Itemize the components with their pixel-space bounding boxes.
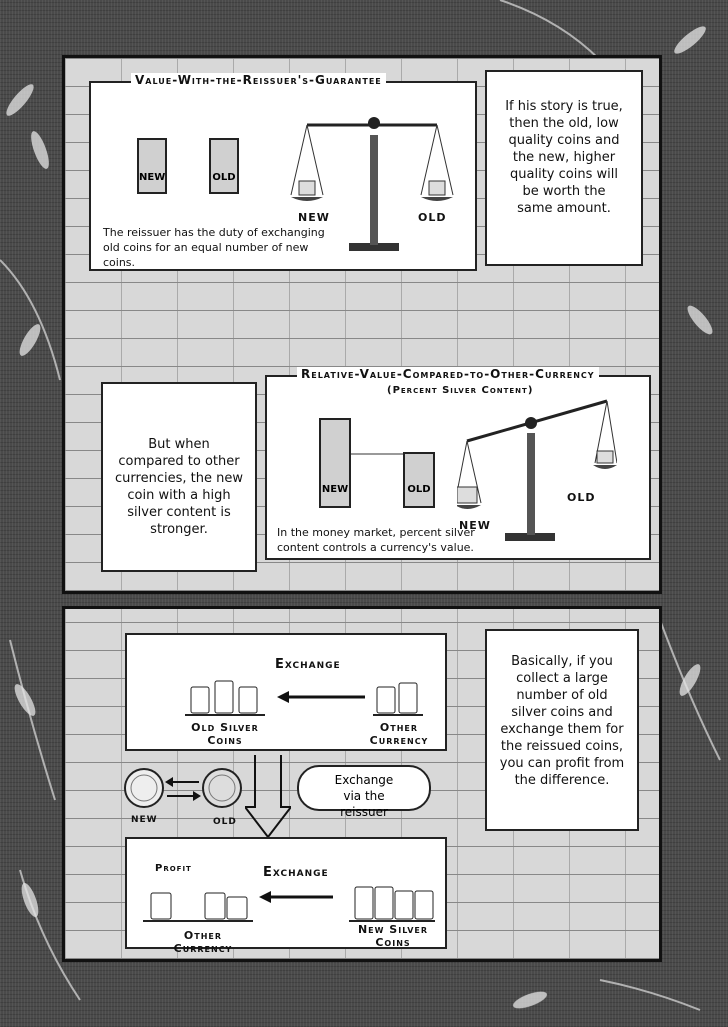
exchange-box-1 [125, 633, 447, 751]
exchange-box-2 [125, 837, 447, 955]
exchange-via-reissuer-pill: Exchange via the reissuer [297, 765, 431, 811]
tilted-scale-new-label: NEW [459, 519, 491, 532]
narration-text-2: But when compared to other currencies, the new coin with a high silver content is stronger. [115, 437, 243, 537]
other-currency-stack-icon-2 [143, 883, 253, 923]
narration-box-1 [485, 70, 643, 266]
relative-value-title: Relative-Value-Compared-to-Other-Currency [297, 367, 599, 381]
other-currency-label-1: Other Currency [369, 721, 429, 747]
exchange-label-1: Exchange [275, 657, 341, 672]
old-rect-label: OLD [212, 172, 236, 183]
left-arrow-icon-2 [259, 891, 335, 903]
narration-text-3: Basically, if you collect a large number of old silver coins and exchange them for the reissued coins, you can profit from the difference. [499, 654, 625, 788]
tilted-scale-old-label: OLD [567, 491, 596, 504]
top-panel [62, 55, 662, 594]
guarantee-title: Value-With-the-Reissuer's-Guarantee [131, 73, 386, 87]
relative-value-diagram [265, 367, 651, 560]
narration-text-1: If his story is true, then the old, low quality coins and the new, higher quality coins will be worth the same amount. [505, 99, 623, 216]
relative-value-caption: In the money market, percent silver content controls a currency's value. [277, 526, 475, 554]
swap-arrows-icon [165, 777, 201, 801]
new-rect-label: NEW [139, 172, 166, 183]
connector-line [351, 452, 405, 456]
old-coins-stack-icon [185, 677, 265, 717]
guarantee-diagram [89, 73, 477, 271]
scale-new-label: NEW [298, 211, 330, 224]
down-arrow-icon [245, 755, 291, 839]
coin-old-label: OLD [213, 817, 237, 827]
old-silver-rect [403, 452, 435, 508]
old-silver-coins-label: Old Silver Coins [191, 721, 259, 747]
coin-new-label: NEW [131, 815, 158, 825]
new-silver-rect [319, 418, 351, 508]
guarantee-caption: The reissuer has the duty of exchanging old coins for an equal number of new coins. [103, 226, 325, 269]
other-currency-stack-icon-1 [373, 677, 423, 717]
profit-label: Profit [155, 863, 192, 874]
new-silver-rect-label: NEW [321, 484, 349, 495]
exchange-label-2: Exchange [263, 865, 329, 880]
other-currency-label-2: Other Currency [173, 929, 233, 955]
new-value-rect [137, 138, 167, 194]
relative-value-subtitle: (Percent Silver Content) [387, 385, 534, 396]
new-silver-coins-label: New Silver Coins [357, 923, 429, 949]
old-silver-rect-label: OLD [407, 484, 431, 495]
left-arrow-icon-1 [277, 691, 367, 703]
new-coins-stack-icon [349, 879, 435, 923]
narration-box-3 [485, 629, 639, 831]
scale-old-label: OLD [418, 211, 447, 224]
bottom-panel [62, 606, 662, 962]
old-value-rect [209, 138, 239, 194]
new-coin-icon [123, 767, 165, 809]
old-coin-icon [201, 767, 243, 809]
narration-box-2 [101, 382, 257, 572]
